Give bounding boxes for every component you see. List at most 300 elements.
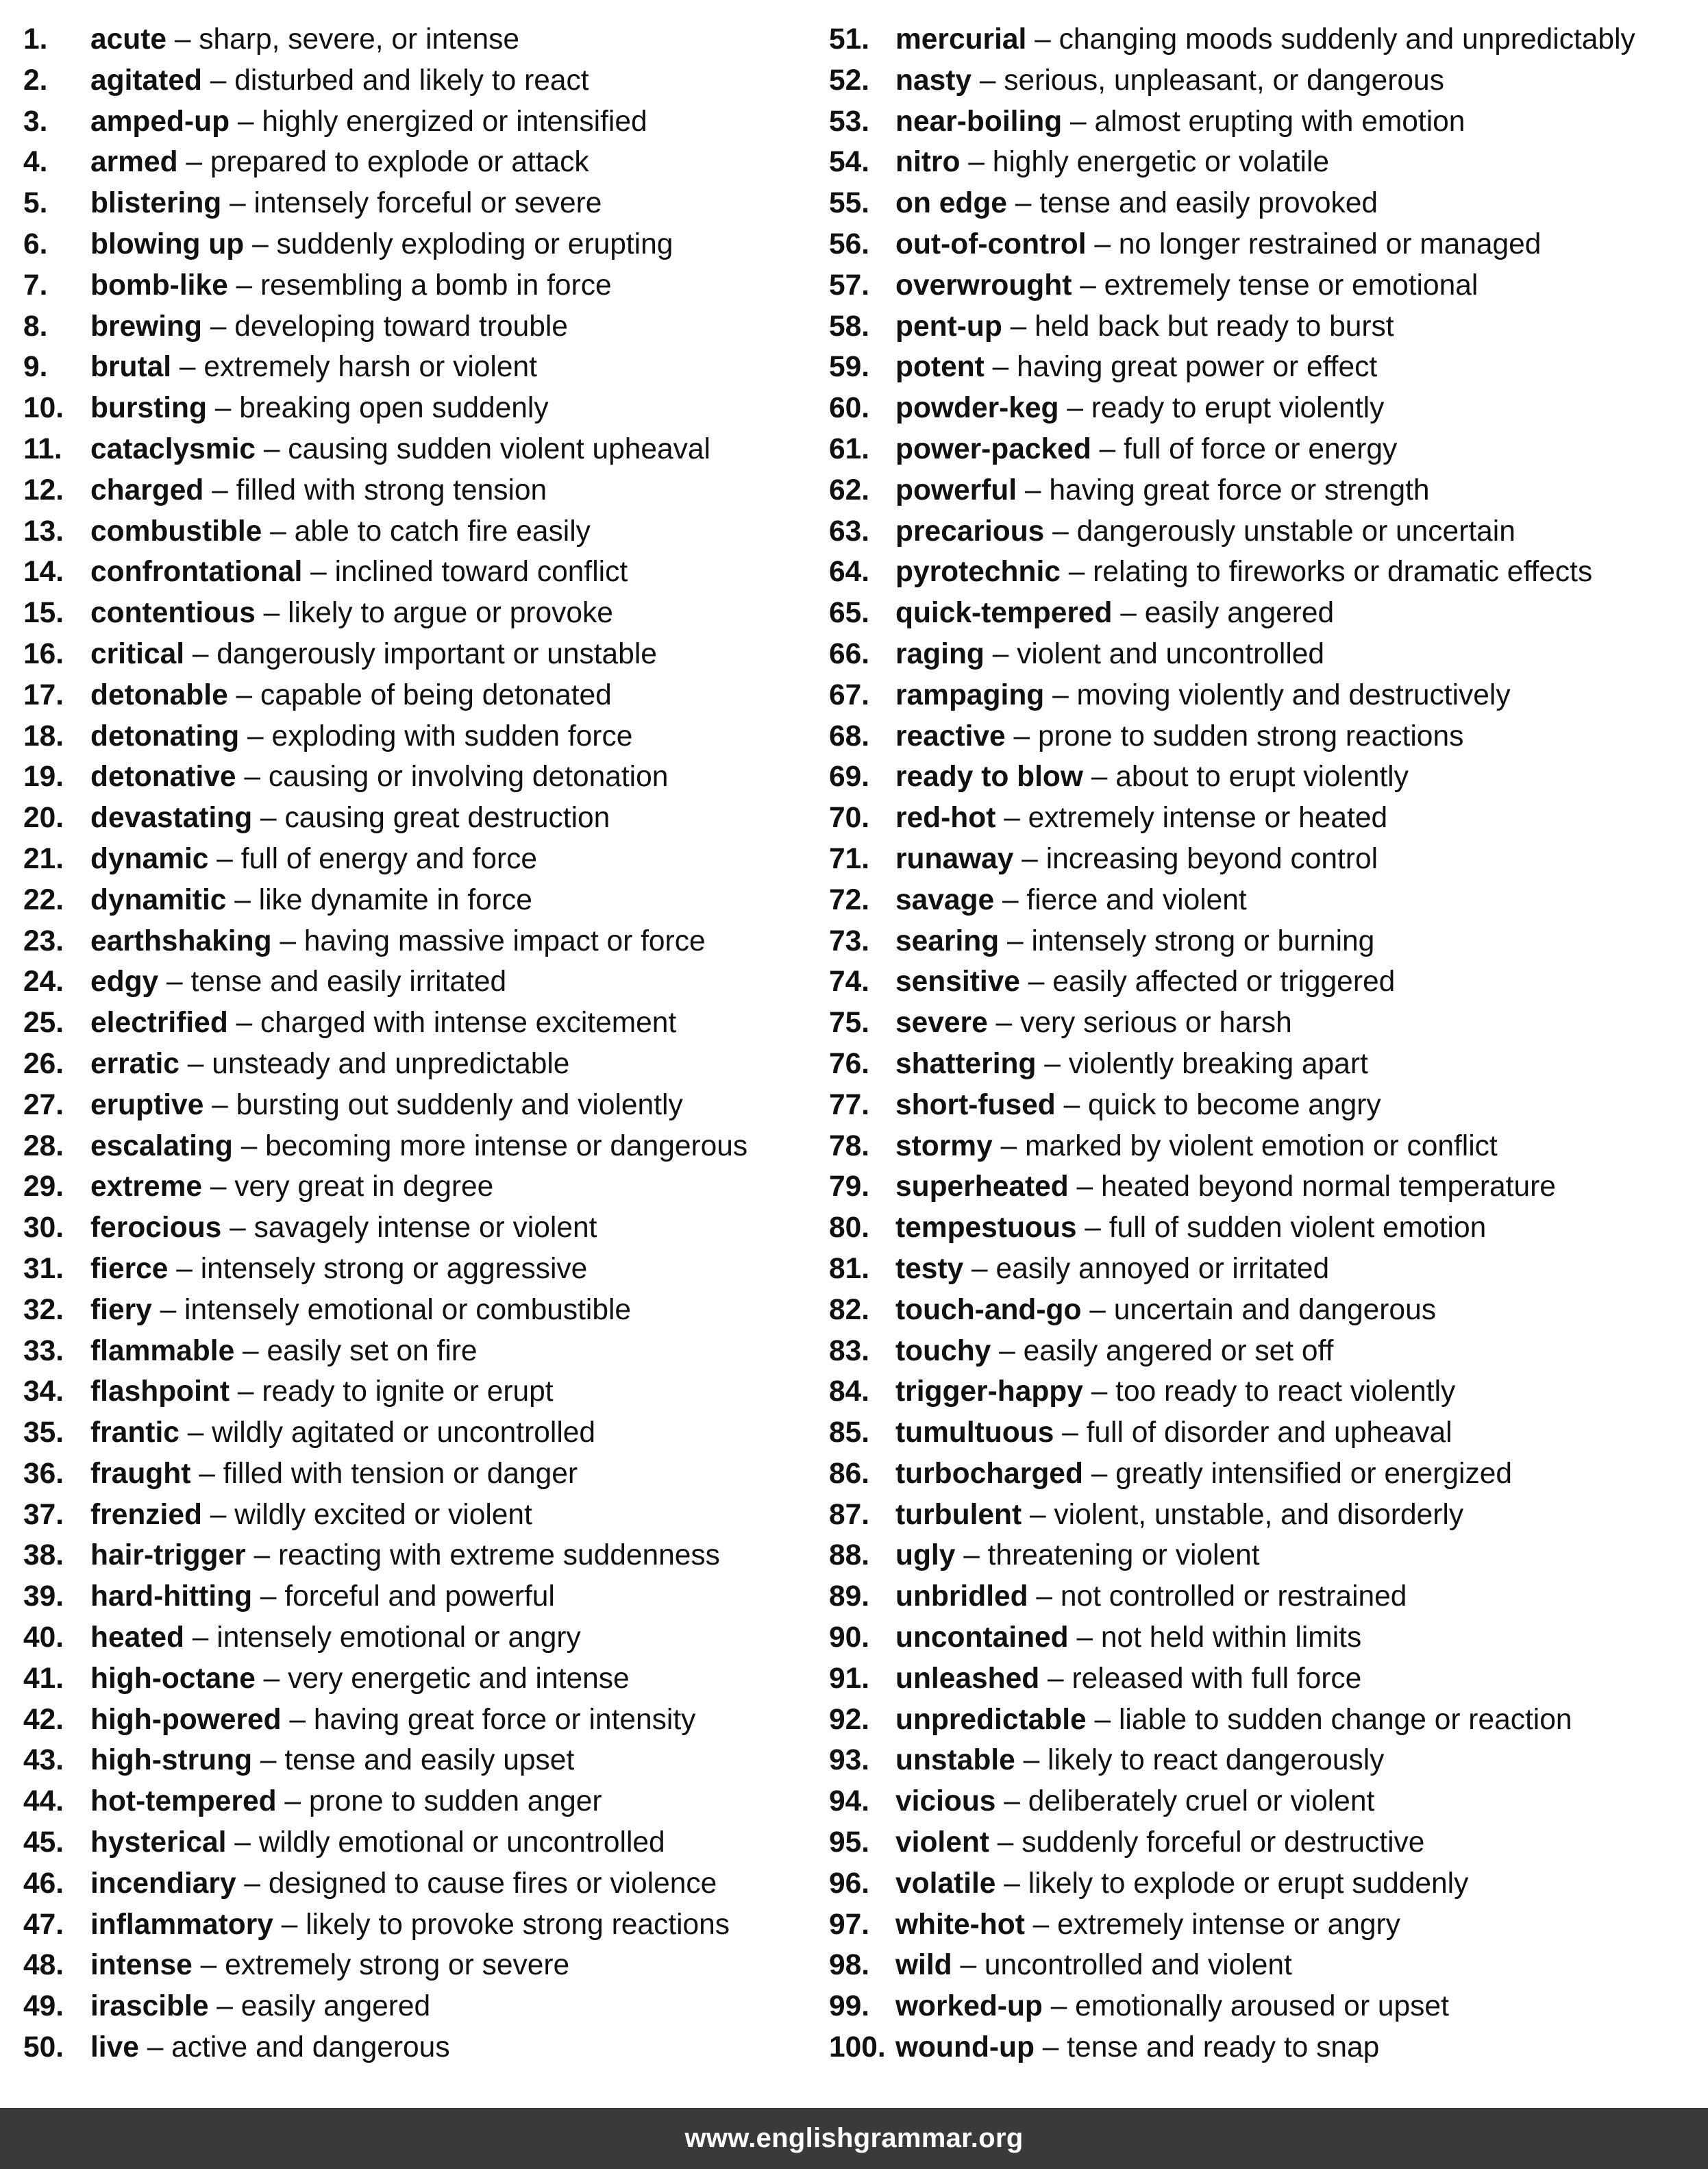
item-number: 3. bbox=[23, 105, 48, 138]
item-number: 67. bbox=[829, 678, 870, 711]
item-definition: exploding with sudden force bbox=[271, 720, 633, 752]
list-item bbox=[829, 593, 1695, 634]
item-separator: – bbox=[1091, 1457, 1108, 1490]
item-definition: threatening or violent bbox=[987, 1539, 1260, 1572]
item-number: 50. bbox=[23, 2031, 64, 2064]
item-number: 81. bbox=[829, 1252, 870, 1285]
item-separator: – bbox=[253, 1539, 271, 1572]
item-definition: heated beyond normal temperature bbox=[1100, 1171, 1556, 1203]
list-item bbox=[829, 1208, 1695, 1249]
item-definition: too ready to react violently bbox=[1115, 1375, 1456, 1408]
item-number: 62. bbox=[829, 474, 870, 506]
item-separator: – bbox=[187, 1047, 204, 1080]
list-item bbox=[829, 19, 1695, 60]
item-word: wound-up bbox=[895, 2031, 1035, 2064]
item-definition: not controlled or restrained bbox=[1060, 1580, 1407, 1613]
item-word: shattering bbox=[895, 1047, 1037, 1080]
item-number: 26. bbox=[23, 1047, 64, 1080]
item-word: critical bbox=[90, 637, 185, 670]
item-word: irascible bbox=[90, 1990, 209, 2023]
item-number: 63. bbox=[829, 515, 870, 548]
item-number: 17. bbox=[23, 678, 64, 711]
item-separator: – bbox=[1076, 1171, 1093, 1203]
item-definition: having great force or strength bbox=[1049, 474, 1430, 506]
item-definition: easily angered bbox=[1144, 597, 1335, 630]
item-definition: highly energized or intensified bbox=[262, 105, 647, 138]
item-definition: very great in degree bbox=[234, 1171, 494, 1203]
item-word: touch-and-go bbox=[895, 1293, 1082, 1326]
list-item bbox=[23, 101, 825, 143]
item-separator: – bbox=[192, 1621, 209, 1654]
item-definition: wildly emotional or uncontrolled bbox=[258, 1826, 665, 1859]
item-word: extreme bbox=[90, 1171, 203, 1203]
list-item bbox=[829, 1331, 1695, 1372]
item-word: unleashed bbox=[895, 1662, 1040, 1695]
list-item bbox=[23, 1781, 825, 1822]
list-item bbox=[829, 675, 1695, 716]
item-number: 92. bbox=[829, 1703, 870, 1736]
item-word: severe bbox=[895, 1007, 988, 1040]
list-item bbox=[23, 347, 825, 388]
item-word: brewing bbox=[90, 310, 202, 343]
item-definition: easily affected or triggered bbox=[1052, 966, 1396, 998]
item-separator: – bbox=[160, 1293, 177, 1326]
item-definition: violent and uncontrolled bbox=[1017, 637, 1325, 670]
item-number: 46. bbox=[23, 1867, 64, 1900]
list-item bbox=[829, 1700, 1695, 1741]
item-number: 71. bbox=[829, 842, 870, 875]
item-word: on edge bbox=[895, 187, 1007, 220]
item-definition: easily angered or set off bbox=[1023, 1334, 1334, 1367]
list-item bbox=[829, 798, 1695, 839]
list-item bbox=[23, 1290, 825, 1331]
item-separator: – bbox=[270, 515, 286, 548]
item-number: 40. bbox=[23, 1621, 64, 1654]
item-number: 6. bbox=[23, 228, 48, 260]
item-number: 58. bbox=[829, 310, 870, 343]
item-definition: intensely emotional or combustible bbox=[184, 1293, 632, 1326]
item-separator: – bbox=[260, 1580, 277, 1613]
item-separator: – bbox=[236, 1007, 253, 1040]
item-word: charged bbox=[90, 474, 204, 506]
list-item bbox=[829, 757, 1695, 798]
item-word: powerful bbox=[895, 474, 1017, 506]
item-separator: – bbox=[260, 1744, 277, 1777]
item-separator: – bbox=[1013, 720, 1030, 752]
list-item bbox=[829, 1617, 1695, 1658]
item-definition: causing sudden violent upheaval bbox=[288, 432, 710, 465]
item-word: violent bbox=[895, 1826, 989, 1859]
item-definition: full of force or energy bbox=[1124, 432, 1398, 465]
item-number: 91. bbox=[829, 1662, 870, 1695]
item-separator: – bbox=[237, 1375, 254, 1408]
item-separator: – bbox=[187, 1417, 204, 1449]
item-number: 79. bbox=[829, 1171, 870, 1203]
list-item bbox=[829, 880, 1695, 921]
item-word: contentious bbox=[90, 597, 256, 630]
list-item bbox=[829, 60, 1695, 101]
item-separator: – bbox=[1002, 883, 1019, 916]
item-definition: sharp, severe, or intense bbox=[199, 23, 520, 56]
item-word: flammable bbox=[90, 1334, 235, 1367]
item-number: 47. bbox=[23, 1908, 64, 1941]
item-word: dynamitic bbox=[90, 883, 227, 916]
list-item bbox=[23, 1740, 825, 1781]
item-word: armed bbox=[90, 146, 178, 179]
item-definition: forceful and powerful bbox=[284, 1580, 555, 1613]
list-item bbox=[23, 1044, 825, 1085]
list-item bbox=[23, 1658, 825, 1700]
item-word: white-hot bbox=[895, 1908, 1025, 1941]
list-item bbox=[23, 1617, 825, 1658]
list-item bbox=[23, 839, 825, 880]
item-word: escalating bbox=[90, 1129, 233, 1162]
item-definition: filled with tension or danger bbox=[223, 1457, 578, 1490]
list-item bbox=[829, 1822, 1695, 1863]
list-item bbox=[23, 2027, 825, 2068]
item-separator: – bbox=[310, 556, 327, 589]
list-item bbox=[829, 1576, 1695, 1617]
list-item bbox=[829, 552, 1695, 593]
list-item bbox=[829, 1085, 1695, 1126]
item-number: 8. bbox=[23, 310, 48, 343]
item-separator: – bbox=[244, 1867, 261, 1900]
item-separator: – bbox=[1070, 105, 1087, 138]
item-separator: – bbox=[210, 1498, 227, 1531]
item-word: confrontational bbox=[90, 556, 303, 589]
item-word: high-octane bbox=[90, 1662, 256, 1695]
item-number: 41. bbox=[23, 1662, 64, 1695]
item-word: nasty bbox=[895, 64, 972, 97]
item-number: 70. bbox=[829, 802, 870, 835]
item-separator: – bbox=[1062, 1417, 1078, 1449]
item-separator: – bbox=[971, 1252, 988, 1285]
item-separator: – bbox=[1007, 924, 1024, 957]
item-separator: – bbox=[1042, 2031, 1059, 2064]
item-number: 43. bbox=[23, 1744, 64, 1777]
item-separator: – bbox=[995, 1007, 1013, 1040]
item-number: 100. bbox=[829, 2031, 886, 2064]
item-definition: wildly agitated or uncontrolled bbox=[212, 1417, 596, 1449]
list-item bbox=[829, 1945, 1695, 1986]
list-item bbox=[829, 1781, 1695, 1822]
item-number: 5. bbox=[23, 187, 48, 220]
item-definition: like dynamite in force bbox=[258, 883, 532, 916]
item-word: powder-keg bbox=[895, 392, 1059, 425]
item-definition: intensely strong or aggressive bbox=[200, 1252, 588, 1285]
list-item bbox=[829, 347, 1695, 388]
item-word: hair-trigger bbox=[90, 1539, 246, 1572]
item-word: frantic bbox=[90, 1417, 180, 1449]
item-definition: easily angered bbox=[240, 1990, 431, 2023]
item-number: 68. bbox=[829, 720, 870, 752]
item-definition: dangerously important or unstable bbox=[216, 637, 657, 670]
item-number: 27. bbox=[23, 1088, 64, 1121]
item-definition: serious, unpleasant, or dangerous bbox=[1004, 64, 1444, 97]
item-number: 64. bbox=[829, 556, 870, 589]
item-number: 34. bbox=[23, 1375, 64, 1408]
item-number: 61. bbox=[829, 432, 870, 465]
item-definition: disturbed and likely to react bbox=[234, 64, 589, 97]
item-definition: about to erupt violently bbox=[1115, 761, 1409, 794]
item-definition: charged with intense excitement bbox=[260, 1007, 677, 1040]
item-word: earthshaking bbox=[90, 924, 272, 957]
item-separator: – bbox=[1120, 597, 1137, 630]
item-word: cataclysmic bbox=[90, 432, 256, 465]
item-word: out-of-control bbox=[895, 228, 1087, 260]
item-definition: uncertain and dangerous bbox=[1113, 1293, 1436, 1326]
item-definition: tense and easily upset bbox=[284, 1744, 575, 1777]
list-item bbox=[23, 1535, 825, 1576]
item-separator: – bbox=[960, 1949, 977, 1982]
item-number: 13. bbox=[23, 515, 64, 548]
item-definition: easily annoyed or irritated bbox=[995, 1252, 1330, 1285]
item-definition: greatly intensified or energized bbox=[1115, 1457, 1512, 1490]
item-separator: – bbox=[234, 883, 251, 916]
item-separator: – bbox=[1089, 1293, 1106, 1326]
item-word: agitated bbox=[90, 64, 202, 97]
item-number: 31. bbox=[23, 1252, 64, 1285]
item-separator: – bbox=[240, 1129, 258, 1162]
item-number: 86. bbox=[829, 1457, 870, 1490]
list-item bbox=[829, 2027, 1695, 2068]
left-column bbox=[23, 19, 825, 2068]
item-word: wild bbox=[895, 1949, 952, 1982]
item-word: raging bbox=[895, 637, 985, 670]
item-separator: – bbox=[199, 1457, 215, 1490]
item-separator: – bbox=[979, 64, 996, 97]
item-separator: – bbox=[247, 720, 264, 752]
item-definition: designed to cause fires or violence bbox=[268, 1867, 717, 1900]
item-number: 53. bbox=[829, 105, 870, 138]
item-definition: causing great destruction bbox=[284, 802, 610, 835]
list-item bbox=[23, 429, 825, 470]
item-separator: – bbox=[1091, 1375, 1108, 1408]
item-word: quick-tempered bbox=[895, 597, 1113, 630]
item-separator: – bbox=[1023, 1744, 1040, 1777]
item-definition: savagely intense or violent bbox=[253, 1212, 597, 1245]
item-word: amped-up bbox=[90, 105, 230, 138]
item-definition: extremely harsh or violent bbox=[203, 351, 537, 384]
item-separator: – bbox=[1091, 761, 1108, 794]
item-number: 76. bbox=[829, 1047, 870, 1080]
item-word: acute bbox=[90, 23, 167, 56]
item-separator: – bbox=[147, 2031, 164, 2064]
item-word: pyrotechnic bbox=[895, 556, 1061, 589]
list-item bbox=[829, 634, 1695, 675]
item-number: 18. bbox=[23, 720, 64, 752]
list-item bbox=[23, 675, 825, 716]
item-separator: – bbox=[1076, 1621, 1093, 1654]
item-definition: highly energetic or volatile bbox=[992, 146, 1330, 179]
item-number: 88. bbox=[829, 1539, 870, 1572]
item-number: 9. bbox=[23, 351, 48, 384]
item-definition: tense and ready to snap bbox=[1067, 2031, 1380, 2064]
item-separator: – bbox=[1048, 1662, 1064, 1695]
item-definition: not held within limits bbox=[1100, 1621, 1362, 1654]
item-number: 99. bbox=[829, 1990, 870, 2023]
item-word: ferocious bbox=[90, 1212, 222, 1245]
list-item bbox=[829, 1535, 1695, 1576]
item-definition: likely to argue or provoke bbox=[288, 597, 613, 630]
item-word: precarious bbox=[895, 515, 1045, 548]
item-separator: – bbox=[176, 1252, 193, 1285]
item-number: 19. bbox=[23, 761, 64, 794]
item-separator: – bbox=[997, 1826, 1014, 1859]
item-separator: – bbox=[210, 64, 227, 97]
list-item bbox=[23, 1454, 825, 1495]
list-item bbox=[23, 1412, 825, 1454]
item-separator: – bbox=[243, 1334, 259, 1367]
item-definition: having great power or effect bbox=[1017, 351, 1378, 384]
item-word: inflammatory bbox=[90, 1908, 273, 1941]
item-definition: prone to sudden anger bbox=[308, 1785, 602, 1818]
item-word: overwrought bbox=[895, 269, 1072, 302]
item-separator: – bbox=[210, 310, 227, 343]
item-definition: causing or involving detonation bbox=[268, 761, 669, 794]
list-item bbox=[23, 1331, 825, 1372]
item-separator: – bbox=[1050, 1990, 1067, 2023]
list-item bbox=[829, 183, 1695, 224]
footer-bar bbox=[0, 2108, 1708, 2169]
item-word: bursting bbox=[90, 392, 207, 425]
item-definition: ready to erupt violently bbox=[1091, 392, 1385, 425]
item-definition: released with full force bbox=[1072, 1662, 1362, 1695]
item-number: 96. bbox=[829, 1867, 870, 1900]
list-item bbox=[23, 1085, 825, 1126]
item-definition: intensely strong or burning bbox=[1031, 924, 1375, 957]
item-separator: – bbox=[244, 761, 260, 794]
list-item bbox=[23, 1166, 825, 1208]
item-definition: held back but ready to burst bbox=[1035, 310, 1394, 343]
item-number: 98. bbox=[829, 1949, 870, 1982]
item-number: 1. bbox=[23, 23, 48, 56]
item-word: high-strung bbox=[90, 1744, 253, 1777]
item-definition: suddenly exploding or erupting bbox=[276, 228, 673, 260]
list-item bbox=[829, 224, 1695, 265]
list-item bbox=[23, 634, 825, 675]
item-number: 74. bbox=[829, 966, 870, 998]
item-separator: – bbox=[1035, 23, 1051, 56]
item-word: searing bbox=[895, 924, 1000, 957]
list-item bbox=[829, 511, 1695, 552]
item-separator: – bbox=[214, 392, 232, 425]
item-separator: – bbox=[1024, 474, 1041, 506]
item-word: eruptive bbox=[90, 1088, 204, 1121]
item-definition: very energetic and intense bbox=[288, 1662, 630, 1695]
item-word: blowing up bbox=[90, 228, 245, 260]
item-definition: violent, unstable, and disorderly bbox=[1054, 1498, 1464, 1531]
item-number: 32. bbox=[23, 1293, 64, 1326]
item-number: 30. bbox=[23, 1212, 64, 1245]
item-word: brutal bbox=[90, 351, 172, 384]
item-word: unbridled bbox=[895, 1580, 1028, 1613]
item-definition: dangerously unstable or uncertain bbox=[1076, 515, 1515, 548]
item-word: volatile bbox=[895, 1867, 996, 1900]
item-word: unpredictable bbox=[895, 1703, 1087, 1736]
list-item bbox=[23, 1700, 825, 1741]
item-number: 14. bbox=[23, 556, 64, 589]
item-word: fierce bbox=[90, 1252, 169, 1285]
item-separator: – bbox=[234, 1826, 251, 1859]
item-number: 29. bbox=[23, 1171, 64, 1203]
item-definition: likely to explode or erupt suddenly bbox=[1028, 1867, 1469, 1900]
list-item bbox=[23, 470, 825, 511]
item-number: 78. bbox=[829, 1129, 870, 1162]
item-separator: – bbox=[252, 228, 269, 260]
list-item bbox=[23, 716, 825, 757]
list-item bbox=[23, 1126, 825, 1167]
item-separator: – bbox=[1094, 228, 1111, 260]
list-item bbox=[23, 19, 825, 60]
item-word: power-packed bbox=[895, 432, 1091, 465]
item-word: nitro bbox=[895, 146, 961, 179]
item-definition: fierce and violent bbox=[1026, 883, 1247, 916]
item-definition: ready to ignite or erupt bbox=[262, 1375, 554, 1408]
item-separator: – bbox=[1067, 392, 1083, 425]
item-number: 20. bbox=[23, 802, 64, 835]
list-item bbox=[23, 961, 825, 1003]
item-definition: moving violently and destructively bbox=[1076, 678, 1511, 711]
item-definition: extremely intense or angry bbox=[1057, 1908, 1400, 1941]
item-number: 87. bbox=[829, 1498, 870, 1531]
item-word: erratic bbox=[90, 1047, 180, 1080]
item-separator: – bbox=[1036, 1580, 1053, 1613]
list-item bbox=[829, 1371, 1695, 1412]
item-definition: able to catch fire easily bbox=[294, 515, 591, 548]
item-number: 16. bbox=[23, 637, 64, 670]
item-separator: – bbox=[284, 1785, 301, 1818]
item-separator: – bbox=[1004, 1867, 1020, 1900]
list-item bbox=[829, 1986, 1695, 2027]
item-word: detonative bbox=[90, 761, 236, 794]
item-definition: filled with strong tension bbox=[236, 474, 547, 506]
item-number: 33. bbox=[23, 1334, 64, 1367]
item-definition: bursting out suddenly and violently bbox=[236, 1088, 683, 1121]
list-item bbox=[23, 511, 825, 552]
item-number: 54. bbox=[829, 146, 870, 179]
list-item bbox=[829, 716, 1695, 757]
item-number: 89. bbox=[829, 1580, 870, 1613]
item-definition: prepared to explode or attack bbox=[210, 146, 589, 179]
item-definition: full of sudden violent emotion bbox=[1109, 1212, 1487, 1245]
item-word: detonable bbox=[90, 678, 228, 711]
item-definition: reacting with extreme suddenness bbox=[277, 1539, 720, 1572]
list-item bbox=[829, 1003, 1695, 1044]
item-word: reactive bbox=[895, 720, 1006, 752]
item-number: 73. bbox=[829, 924, 870, 957]
item-word: potent bbox=[895, 351, 985, 384]
list-item bbox=[23, 1904, 825, 1946]
list-item bbox=[23, 921, 825, 962]
list-item bbox=[829, 839, 1695, 880]
footer-website-link[interactable]: www.englishgrammar.org bbox=[684, 2123, 1024, 2153]
item-separator: – bbox=[216, 1990, 233, 2023]
item-separator: – bbox=[237, 105, 254, 138]
item-word: hysterical bbox=[90, 1826, 227, 1859]
item-number: 56. bbox=[829, 228, 870, 260]
list-item bbox=[23, 1863, 825, 1904]
item-separator: – bbox=[212, 1088, 228, 1121]
item-definition: extremely tense or emotional bbox=[1104, 269, 1478, 302]
item-definition: resembling a bomb in force bbox=[260, 269, 612, 302]
item-separator: – bbox=[1010, 310, 1027, 343]
item-word: mercurial bbox=[895, 23, 1027, 56]
list-item bbox=[23, 552, 825, 593]
item-word: superheated bbox=[895, 1171, 1069, 1203]
list-item bbox=[23, 1249, 825, 1290]
item-separator: – bbox=[212, 474, 228, 506]
